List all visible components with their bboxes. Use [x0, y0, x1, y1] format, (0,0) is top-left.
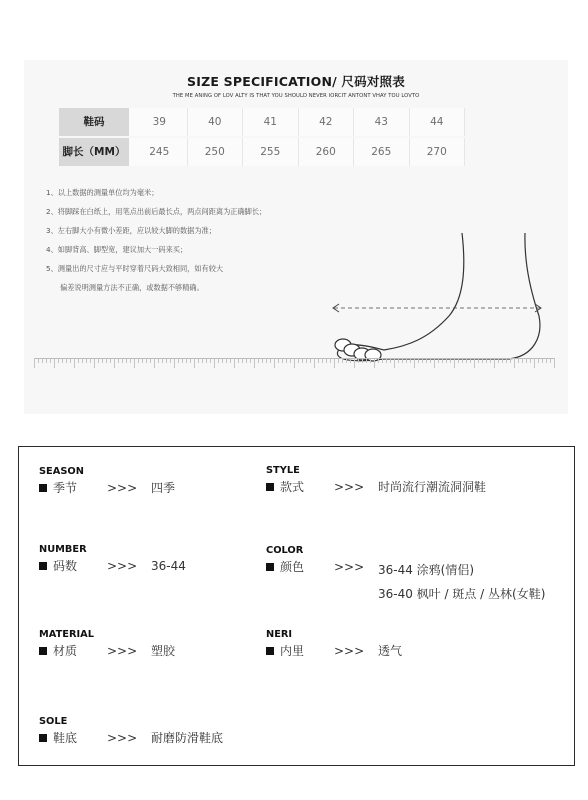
foot-length-cell: 270: [410, 138, 466, 166]
ruler-tick: [278, 358, 279, 363]
ruler-tick: [482, 358, 483, 363]
ruler-tick: [406, 358, 407, 363]
ruler-tick: [210, 358, 211, 363]
ruler-tick: [130, 358, 131, 363]
spec-arrow: >>>: [107, 731, 138, 745]
spec-value: 时尚流行潮流洞洞鞋: [378, 480, 487, 494]
spec-value: 塑胶: [151, 644, 176, 658]
ruler-tick: [442, 358, 443, 363]
spec-arrow: >>>: [107, 644, 138, 658]
ruler-tick: [450, 358, 451, 363]
ruler-tick: [274, 358, 275, 368]
foot-length-cell: 250: [188, 138, 244, 166]
size-cell: 41: [243, 108, 299, 136]
ruler-tick: [354, 358, 355, 368]
ruler-tick: [282, 358, 283, 363]
bullet-square-icon: [266, 483, 274, 491]
foot-length-cell: 245: [132, 138, 188, 166]
ruler-tick: [258, 358, 259, 363]
ruler-tick: [546, 358, 547, 363]
ruler-tick: [362, 358, 363, 363]
ruler-tick: [62, 358, 63, 363]
ruler-tick: [46, 358, 47, 363]
ruler-tick: [426, 358, 427, 363]
ruler-tick: [314, 358, 315, 368]
ruler-tick: [454, 358, 455, 368]
ruler-tick: [498, 358, 499, 363]
spec-cn-label: 款式: [280, 480, 305, 494]
ruler-tick: [170, 358, 171, 363]
ruler-tick: [242, 358, 243, 363]
ruler-tick: [238, 358, 239, 363]
note-item: 5、测量出的尺寸应与平时穿着尺码大致相同，如有较大: [46, 264, 224, 273]
ruler-tick: [462, 358, 463, 363]
spec-neri: [266, 628, 403, 660]
ruler-tick: [70, 358, 71, 363]
ruler-tick: [486, 358, 487, 363]
ruler-tick: [214, 358, 215, 368]
bullet-square-icon: [39, 562, 47, 570]
size-cell: 43: [354, 108, 410, 136]
ruler-tick: [330, 358, 331, 363]
spec-en-label: MATERIAL: [39, 629, 94, 640]
ruler-tick: [342, 358, 343, 363]
foot-length-cell: 265: [354, 138, 410, 166]
spec-arrow: >>>: [334, 560, 365, 574]
ruler-tick: [122, 358, 123, 363]
ruler-tick: [378, 358, 379, 363]
spec-cn-label: 码数: [53, 559, 78, 573]
ruler-tick: [110, 358, 111, 363]
spec-arrow: >>>: [107, 559, 138, 573]
size-chart-panel: [24, 60, 568, 414]
note-item: 1、以上数据的测量单位均为毫米；: [46, 188, 159, 197]
spec-en-label: COLOR: [266, 545, 304, 556]
ruler-tick: [322, 358, 323, 363]
note-item: 2、将脚踩在白纸上，用笔点出前后最长点，两点间距离为正确脚长；: [46, 207, 267, 216]
size-cell: 42: [299, 108, 355, 136]
ruler-tick: [86, 358, 87, 363]
ruler-tick: [490, 358, 491, 363]
ruler-tick: [54, 358, 55, 368]
size-chart-subtitle: THE ME ANING OF LOV ALTY IS THAT YOU SHOULD NEVER IORCIT ANTONT VHAY TOU LOVTO: [172, 93, 420, 99]
ruler-tick: [262, 358, 263, 363]
size-cell: 44: [410, 108, 466, 136]
ruler-tick: [518, 358, 519, 363]
ruler-tick: [334, 358, 335, 368]
ruler-tick: [510, 358, 511, 363]
ruler-tick: [502, 358, 503, 363]
size-chart-title: SIZE SPECIFICATION/ 尺码对照表: [187, 74, 405, 89]
ruler-tick: [226, 358, 227, 363]
ruler-tick: [98, 358, 99, 363]
ruler-tick: [390, 358, 391, 363]
ruler-tick: [470, 358, 471, 363]
ruler-tick: [218, 358, 219, 363]
foot-length-cell: 255: [243, 138, 299, 166]
size-cell: 39: [132, 108, 188, 136]
spec-value: 36-44 涂鸦(情侣): [378, 563, 475, 577]
ruler-tick: [158, 358, 159, 363]
ruler-tick: [358, 358, 359, 363]
spec-en-label: NERI: [266, 629, 293, 640]
ruler-tick: [550, 358, 551, 363]
ruler-tick: [254, 358, 255, 368]
spec-season: [39, 465, 176, 497]
ruler-tick: [382, 358, 383, 363]
spec-value: 四季: [151, 481, 176, 495]
ruler-tick: [394, 358, 395, 368]
ruler-tick: [318, 358, 319, 363]
ruler-tick: [270, 358, 271, 363]
ruler-tick: [66, 358, 67, 363]
ruler-tick: [326, 358, 327, 363]
ruler-tick: [182, 358, 183, 363]
ruler-tick: [90, 358, 91, 363]
ruler-tick: [222, 358, 223, 363]
ruler-tick: [118, 358, 119, 363]
ruler-tick: [506, 358, 507, 363]
ruler-tick: [530, 358, 531, 363]
bullet-square-icon: [39, 734, 47, 742]
spec-cn-label: 颜色: [280, 560, 305, 574]
ruler-tick: [386, 358, 387, 363]
ruler-tick: [522, 358, 523, 363]
ruler-tick: [494, 358, 495, 368]
ruler-tick: [370, 358, 371, 363]
ruler-tick: [94, 358, 95, 368]
spec-cn-label: 内里: [280, 644, 305, 658]
spec-material: [39, 628, 176, 660]
ruler-tick: [418, 358, 419, 363]
ruler-tick: [290, 358, 291, 363]
spec-cn-label: 鞋底: [53, 731, 78, 745]
spec-en-label: STYLE: [266, 465, 300, 476]
ruler-tick: [306, 358, 307, 363]
measurement-notes: [46, 183, 266, 297]
ruler-tick: [514, 358, 515, 368]
spec-number: [39, 543, 186, 575]
size-cell: 40: [188, 108, 244, 136]
spec-value: 耐磨防滑鞋底: [151, 731, 224, 745]
ruler-tick: [438, 358, 439, 363]
ruler-tick: [234, 358, 235, 368]
ruler-tick: [422, 358, 423, 363]
ruler-tick: [430, 358, 431, 363]
ruler-tick: [206, 358, 207, 363]
product-specs-panel: [18, 446, 575, 766]
ruler-tick: [298, 358, 299, 363]
ruler-tick: [74, 358, 75, 368]
note-item: 偏差说明测量方法不正确，或数据不够精确。: [60, 283, 204, 292]
ruler-tick: [402, 358, 403, 363]
ruler-tick: [162, 358, 163, 363]
ruler-tick: [138, 358, 139, 363]
ruler-tick: [190, 358, 191, 363]
ruler-tick: [250, 358, 251, 363]
spec-en-label: NUMBER: [39, 544, 87, 555]
ruler-tick: [34, 358, 35, 368]
ruler-tick: [58, 358, 59, 363]
spec-cn-label: 材质: [53, 644, 78, 658]
ruler-tick: [154, 358, 155, 368]
bullet-square-icon: [39, 647, 47, 655]
spec-arrow: >>>: [334, 644, 365, 658]
ruler-tick: [50, 358, 51, 363]
ruler-tick: [538, 358, 539, 363]
ruler-tick: [78, 358, 79, 363]
ruler-tick: [134, 358, 135, 368]
ruler-tick: [478, 358, 479, 363]
foot-length-cell: 260: [299, 138, 355, 166]
foot-length-row-label: 脚长（MM）: [59, 138, 132, 166]
ruler-tick: [166, 358, 167, 363]
ruler-tick: [266, 358, 267, 363]
ruler-tick: [534, 358, 535, 368]
ruler-tick: [302, 358, 303, 363]
spec-arrow: >>>: [107, 481, 138, 495]
ruler-tick: [294, 358, 295, 368]
ruler-tick: [230, 358, 231, 363]
ruler-tick: [458, 358, 459, 363]
measuring-ruler: [34, 358, 554, 370]
ruler-tick: [150, 358, 151, 363]
spec-en-label: SEASON: [39, 466, 84, 477]
ruler-tick: [350, 358, 351, 363]
foot-length-row: [59, 138, 465, 166]
spec-cn-label: 季节: [53, 481, 78, 495]
ruler-tick: [554, 358, 555, 368]
size-row: [59, 108, 465, 136]
ruler-tick: [466, 358, 467, 363]
bullet-square-icon: [39, 484, 47, 492]
ruler-tick: [198, 358, 199, 363]
ruler-tick: [194, 358, 195, 368]
foot-illustration: [329, 228, 549, 363]
ruler-tick: [338, 358, 339, 363]
ruler-tick: [346, 358, 347, 363]
ruler-tick: [310, 358, 311, 363]
spec-en-label: SOLE: [39, 716, 68, 727]
ruler-tick: [106, 358, 107, 363]
ruler-tick: [474, 358, 475, 368]
spec-value-secondary: 36-40 枫叶 / 斑点 / 丛林(女鞋): [378, 587, 546, 601]
ruler-tick: [102, 358, 103, 363]
ruler-tick: [82, 358, 83, 363]
ruler-tick: [366, 358, 367, 363]
ruler-tick: [410, 358, 411, 363]
ruler-tick: [38, 358, 39, 363]
ruler-tick: [126, 358, 127, 363]
ruler-tick: [174, 358, 175, 368]
ruler-tick: [246, 358, 247, 363]
size-row-label: 鞋码: [59, 108, 132, 136]
ruler-tick: [398, 358, 399, 363]
spec-color: [266, 544, 546, 601]
bullet-square-icon: [266, 647, 274, 655]
ruler-tick: [286, 358, 287, 363]
spec-value: 透气: [378, 644, 403, 658]
ruler-tick: [434, 358, 435, 368]
spec-style: [266, 464, 487, 496]
ruler-tick: [42, 358, 43, 363]
spec-value: 36-44: [151, 559, 186, 573]
ruler-tick: [178, 358, 179, 363]
spec-sole: [39, 715, 224, 747]
ruler-tick: [146, 358, 147, 363]
note-item: 3、左右脚大小有微小差距，应以较大脚的数据为准；: [46, 226, 216, 235]
ruler-tick: [142, 358, 143, 363]
ruler-tick: [114, 358, 115, 368]
ruler-tick: [186, 358, 187, 363]
ruler-tick: [446, 358, 447, 363]
note-item: 4、如脚背高、脚型宽，建议加大一码来买；: [46, 245, 188, 254]
bullet-square-icon: [266, 563, 274, 571]
spec-arrow: >>>: [334, 480, 365, 494]
ruler-tick: [526, 358, 527, 363]
ruler-tick: [542, 358, 543, 363]
ruler-tick: [374, 358, 375, 368]
ruler-tick: [414, 358, 415, 368]
ruler-tick: [202, 358, 203, 363]
